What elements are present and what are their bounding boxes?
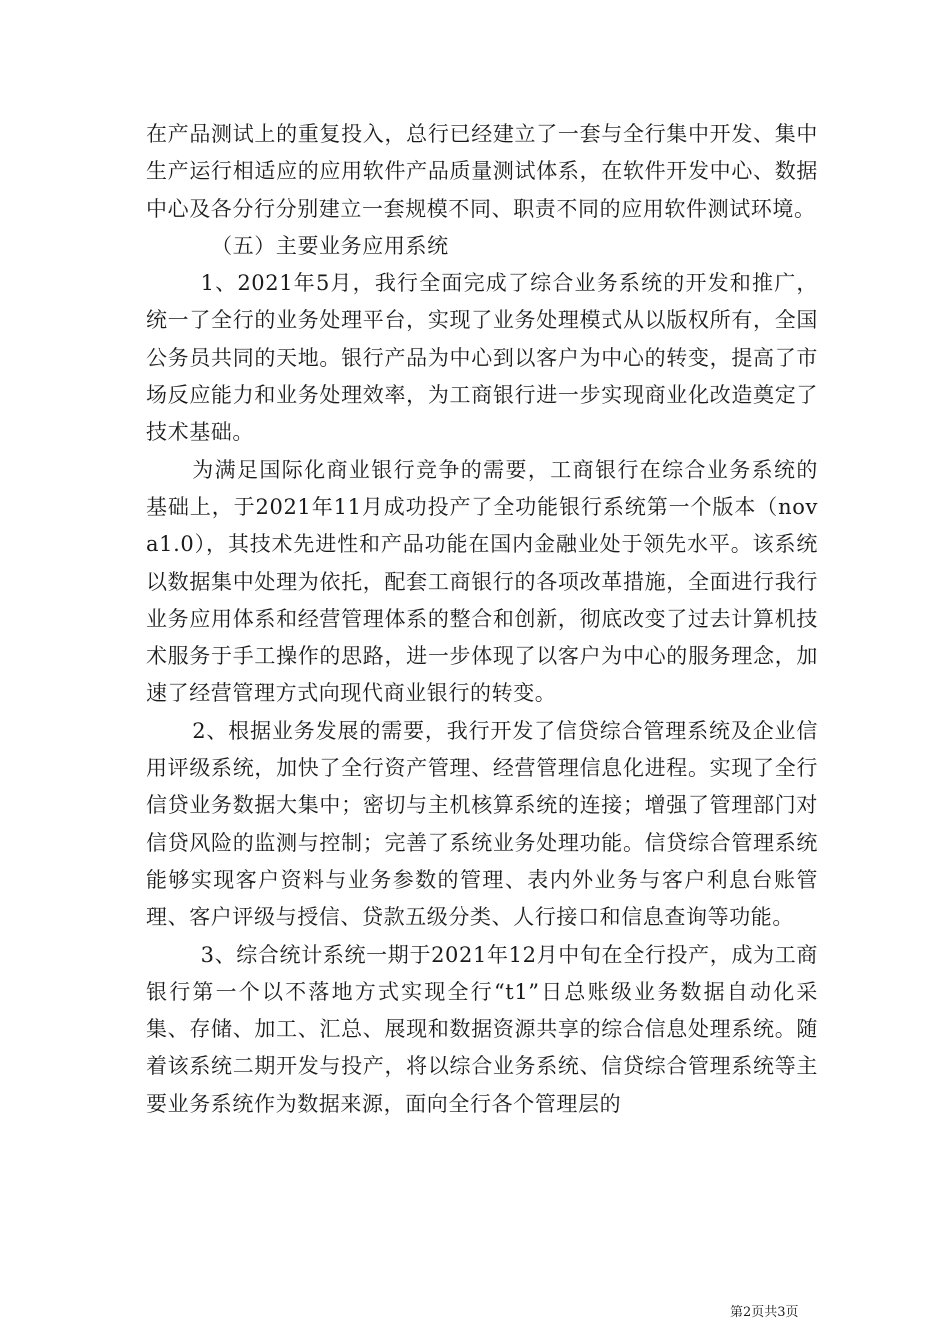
paragraph-credit-management-system: 2、根据业务发展的需要，我行开发了信贷综合管理系统及企业信用评级系统，加快了全行资产管理、经营管理信息化进程。实现了全行信贷业务数据大集中；密切与主机核算系统的连接；增强了管理部门对信贷风险的监测与控制；完善了系统业务处理功能。信贷综合管理系统能够实现客户资料与业务参数的管理、表内外业务与客户利息台账管理、客户评级与授信、贷款五级分类、人行接口和信息查询等功能。 (146, 718, 818, 930)
page-number-indicator: 第2页共3页 (730, 1305, 799, 1320)
document-body (146, 116, 818, 1123)
paragraph-testing-environment: 在产品测试上的重复投入，总行已经建立了一套与全行集中开发、集中生产运行相适应的应用软件产品质量测试体系，在软件开发中心、数据中心及各分行分别建立一套规模不同、职责不同的应用软件测试环境。 (146, 122, 818, 221)
paragraph-statistics-system: 3、综合统计系统一期于2021年12月中旬在全行投产，成为工商银行第一个以不落地方式实现全行“t1”日总账级业务数据自动化采集、存储、加工、汇总、展现和数据资源共享的综合信息处理系统。随着该系统二期开发与投产，将以综合业务系统、信贷综合管理系统等主要业务系统作为数据来源，面向全行各个管理层的 (146, 942, 818, 1116)
section-heading-business-systems: （五）主要业务应用系统 (211, 233, 449, 258)
paragraph-full-function-banking-system: 为满足国际化商业银行竞争的需要，工商银行在综合业务系统的基础上，于2021年11月成功投产了全功能银行系统第一个版本（nova1.0），其技术先进性和产品功能在国内金融业处于领先水平。该系统以数据集中处理为依托，配套工商银行的各项改革措施，全面进行我行业务应用体系和经营管理体系的整合和创新，彻底改变了过去计算机技术服务于手工操作的思路，进一步体现了以客户为中心的服务理念，加速了经营管理方式向现代商业银行的转变。 (146, 457, 818, 706)
paragraph-integrated-business-system: 1、2021年5月，我行全面完成了综合业务系统的开发和推广，统一了全行的业务处理平台，实现了业务处理模式从以版权所有，全国公务员共同的天地。银行产品为中心到以客户为中心的转变，提高了市场反应能力和业务处理效率，为工商银行进一步实现商业化改造奠定了技术基础。 (146, 271, 818, 445)
